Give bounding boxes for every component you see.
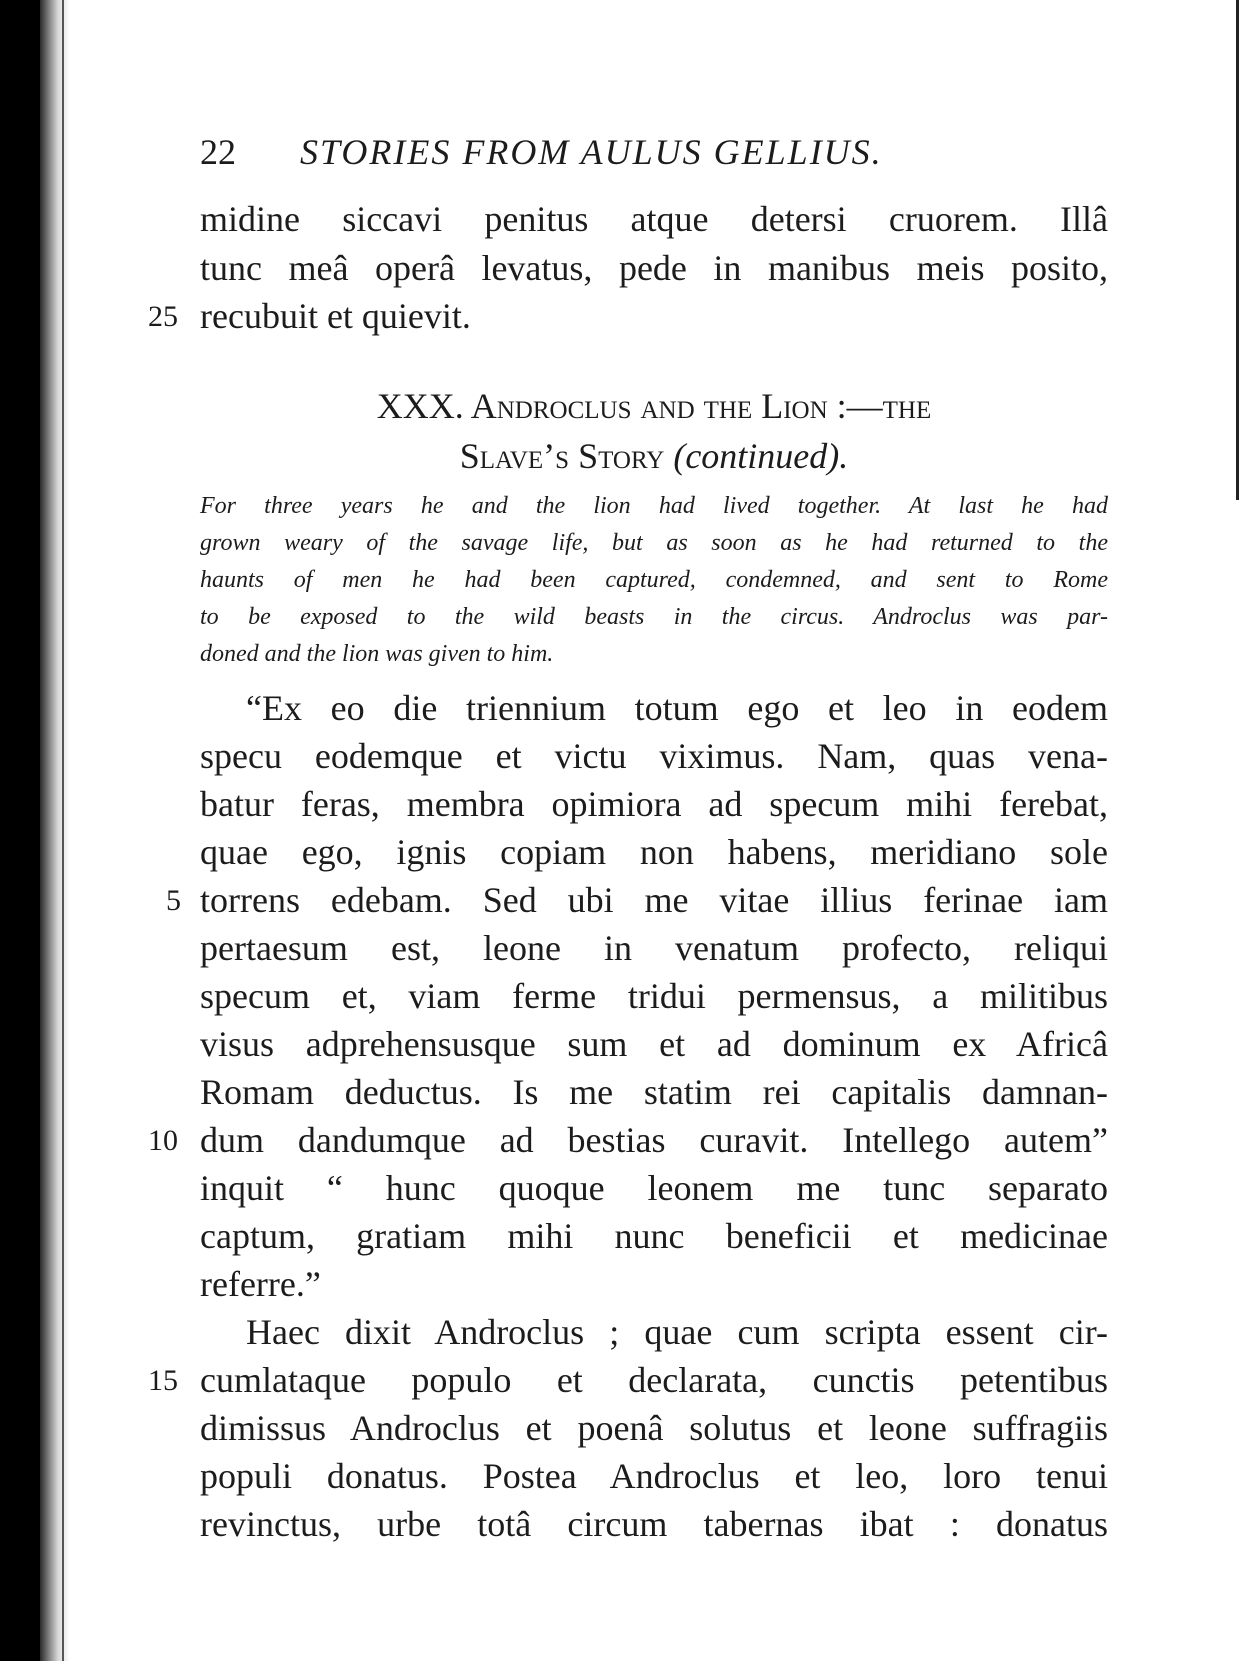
page-number: 22 bbox=[200, 132, 236, 172]
text-line: tunc meâ operâ levatus, pede in manibus meis posito, bbox=[200, 248, 1108, 288]
text-line: dum dandumque ad bestias curavit. Intellego autem” bbox=[200, 1120, 1108, 1160]
summary-line: For three years he and the lion had lived together. At last he had bbox=[200, 493, 1108, 519]
line-number: 15 bbox=[148, 1364, 178, 1397]
text-line: revinctus, urbe totâ circum tabernas ibat : donatus bbox=[200, 1504, 1108, 1544]
chapter-title-text: XXX. Androclus and the Lion :—the bbox=[376, 386, 932, 426]
text-line: midine siccavi penitus atque detersi cruorem. Illâ bbox=[200, 199, 1108, 239]
text-line: pertaesum est, leone in venatum profecto, reliqui bbox=[200, 928, 1108, 968]
text-line: torrens edebam. Sed ubi me vitae illius ferinae iam bbox=[200, 880, 1108, 920]
text-line: referre.” bbox=[200, 1264, 321, 1304]
running-title: STORIES FROM AULUS GELLIUS. bbox=[300, 132, 883, 172]
text-line: cumlataque populo et declarata, cunctis petentibus bbox=[200, 1360, 1108, 1400]
text-line: populi donatus. Postea Androclus et leo, loro tenui bbox=[200, 1456, 1108, 1496]
text-line: specum et, viam ferme tridui permensus, a militibus bbox=[200, 976, 1108, 1016]
text-line: quae ego, ignis copiam non habens, meridiano sole bbox=[200, 832, 1108, 872]
line-number: 25 bbox=[148, 300, 178, 333]
summary-line: doned and the lion was given to him. bbox=[200, 641, 554, 667]
text-line: visus adprehensusque sum et ad dominum ex Africâ bbox=[200, 1024, 1108, 1064]
text-line: recubuit et quievit. bbox=[200, 296, 471, 336]
text-line: “Ex eo die triennium totum ego et leo in eodem bbox=[246, 688, 1108, 728]
chapter-subtitle: Slave’s Story bbox=[459, 436, 665, 476]
text-line: dimissus Androclus et poenâ solutus et leone suffragiis bbox=[200, 1408, 1108, 1448]
text-line: Romam deductus. Is me statim rei capitalis damnan- bbox=[200, 1072, 1108, 1112]
text-line: specu eodemque et victu viximus. Nam, quas vena- bbox=[200, 736, 1108, 776]
summary-line: grown weary of the savage life, but as soon as he had returned to the bbox=[200, 530, 1108, 556]
text-line: inquit “ hunc quoque leonem me tunc separato bbox=[200, 1168, 1108, 1208]
text-line: captum, gratiam mihi nunc beneficii et medicinae bbox=[200, 1216, 1108, 1256]
summary-line: haunts of men he had been captured, condemned, and sent to Rome bbox=[200, 567, 1108, 593]
chapter-title-line-2 bbox=[200, 432, 1108, 480]
chapter-title-line-1 bbox=[200, 382, 1108, 430]
text-line: Haec dixit Androclus ; quae cum scripta essent cir- bbox=[246, 1312, 1108, 1352]
chapter-continued: (continued). bbox=[673, 436, 849, 476]
text-line: batur feras, membra opimiora ad specum mihi ferebat, bbox=[200, 784, 1108, 824]
line-number: 5 bbox=[166, 884, 181, 917]
running-header bbox=[200, 130, 1020, 174]
line-number: 10 bbox=[148, 1124, 178, 1157]
summary-line: to be exposed to the wild beasts in the circus. Androclus was par- bbox=[200, 604, 1108, 630]
